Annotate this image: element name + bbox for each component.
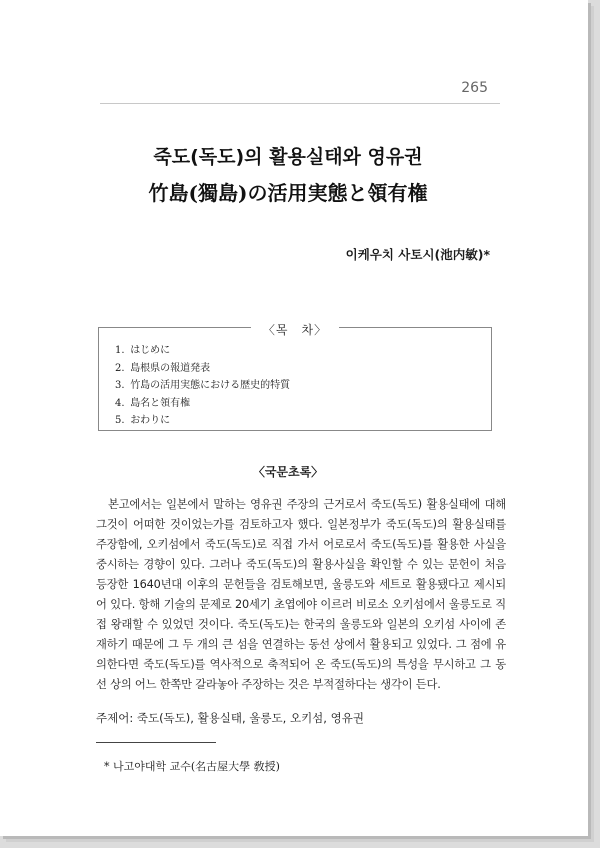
abstract-heading: 〈국문초록〉	[252, 465, 324, 479]
toc-item: 3. 竹島の活用実態における歴史的特質	[115, 380, 291, 391]
abstract-body: 본고에서는 일본에서 말하는 영유권 주장의 근거로서 죽도(독도) 활용실태에 대해 그것이 어떠한 것이었는가를 검토하고자 했다. 일본정부가 죽도(독도)의 활용실태를 주장함에, 오키섬에서 죽도(독도)로 직접 가서 어로로서 죽도(독도)를 활용한 사실을 중시하는 경향이 있다. 그러나 죽도(독도)의 활용사실을 확인할 수 있는 문헌이 처음 등장한 1640년대 이후의 문헌들을 검토해보면, 울릉도와 세트로 활용됐다고 제시되어 있다. 항해 기술의 문제로 20세기 초엽에야 이르러 비로소 오키섬에서 울릉도로 직접 왕래할 수 있었던 것이다. 죽도(독도)는 한국의 울릉도와 일본의 오키섬 사이에 존재하기 때문에 그 두 개의 큰 섬을 연결하는 동선 상에서 활용되고 있었다. 그 점에 유의한다면 죽도(독도)를 역사적으로 축적되어 온 죽도(독도)의 특성을 무시하고 그 동선 상의 어느 한쪽만 갈라놓아 주장하는 것은 부적절하다는 생각이 든다.	[96, 498, 506, 691]
toc-list	[115, 342, 290, 430]
toc-item: 2. 島根県の報道発表	[115, 362, 211, 374]
toc-item: 5. おわりに	[115, 415, 171, 426]
keywords: 주제어: 죽도(독도), 활용실태, 울릉도, 오키섬, 영유권	[96, 711, 364, 725]
footnote-rule	[96, 742, 216, 743]
toc-item: 4. 島名と領有権	[115, 397, 191, 409]
title-japanese: 竹島(獨島)の活用実態と領有権	[148, 181, 428, 205]
toc-heading: 〈목 차〉	[251, 323, 339, 337]
author: 이케우치 사토시(池内敏)*	[345, 247, 490, 262]
table-of-contents	[98, 323, 492, 431]
page-number: 265	[461, 80, 488, 96]
header-rule	[100, 103, 500, 104]
toc-item: 1. はじめに	[115, 345, 171, 356]
footnote: * 나고야대학 교수(名古屋大學 敎授)	[104, 760, 280, 773]
title-korean: 죽도(독도)의 활용실태와 영유권	[153, 146, 423, 168]
